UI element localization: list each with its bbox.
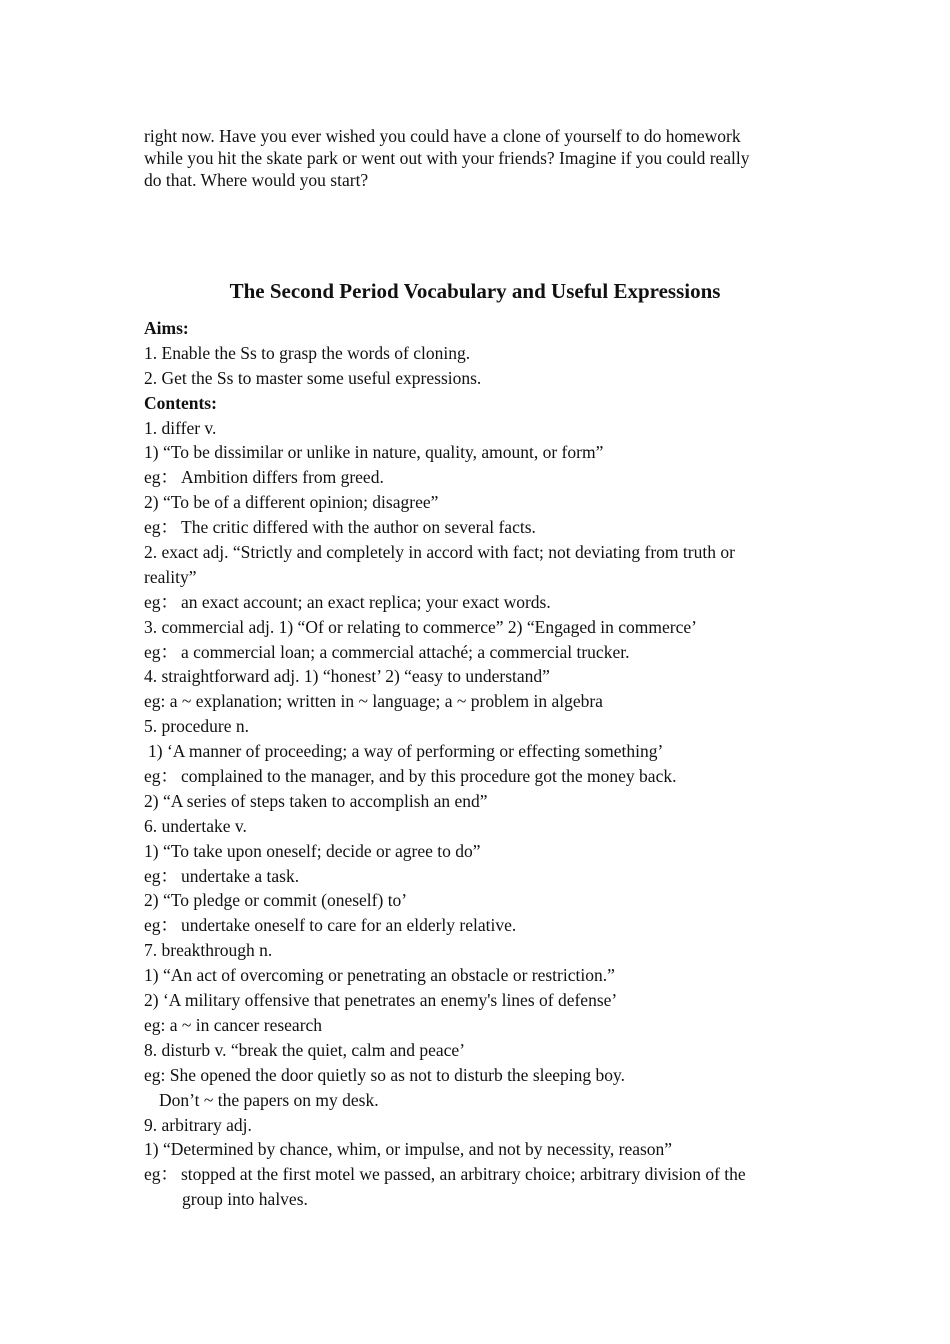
- example-text: undertake a task.: [181, 865, 300, 886]
- section-body: [144, 316, 824, 1212]
- entry-definition: 2) “To pledge or commit (oneself) to’: [144, 890, 408, 911]
- aim-item: 2. Get the Ss to master some useful expressions.: [144, 367, 482, 388]
- aim-item: 1. Enable the Ss to grasp the words of cloning.: [144, 342, 471, 363]
- example-text: an exact account; an exact replica; your exact words.: [181, 591, 551, 612]
- entry-example: [144, 515, 824, 540]
- entry-headword: 7. breakthrough n.: [144, 940, 273, 961]
- contents-heading: Contents:: [144, 392, 217, 413]
- entry-example: [144, 1162, 824, 1187]
- example-label: eg：: [144, 1164, 179, 1185]
- intro-line: right now. Have you ever wished you could have a clone of yourself to do homework: [144, 126, 741, 146]
- entry-example: eg: a ~ in cancer research: [144, 1014, 323, 1035]
- entry-definition: 1) “To be dissimilar or unlike in nature, quality, amount, or form”: [144, 442, 604, 463]
- entry-example-continued: group into halves.: [182, 1189, 308, 1210]
- example-label: eg：: [144, 517, 179, 538]
- entry-example: eg: a ~ explanation; written in ~ language; a ~ problem in algebra: [144, 691, 603, 712]
- intro-line: while you hit the skate park or went out with your friends? Imagine if you could really: [144, 148, 750, 168]
- entry-headword: 4. straightforward adj. 1) “honest’ 2) “easy to understand”: [144, 666, 550, 687]
- entry-headword: 1. differ v.: [144, 417, 217, 438]
- example-label: eg：: [144, 467, 179, 488]
- example-text: Ambition differs from greed.: [181, 467, 384, 488]
- entry-example: [144, 764, 824, 789]
- entry-example: [144, 640, 824, 665]
- example-label: eg：: [144, 641, 179, 662]
- entry-definition: 1) “To take upon oneself; decide or agree to do”: [144, 840, 481, 861]
- entry-headword: 2. exact adj. “Strictly and completely in accord with fact; not deviating from truth or: [144, 542, 735, 563]
- entry-headword: 3. commercial adj. 1) “Of or relating to commerce” 2) “Engaged in commerce’: [144, 616, 697, 637]
- entry-example: [144, 465, 824, 490]
- entry-headword-continued: reality”: [144, 566, 197, 587]
- example-text: undertake oneself to care for an elderly relative.: [181, 915, 517, 936]
- entry-headword: 6. undertake v.: [144, 815, 247, 836]
- entry-headword: 9. arbitrary adj.: [144, 1114, 252, 1135]
- example-text: a commercial loan; a commercial attaché; a commercial trucker.: [181, 641, 630, 662]
- intro-paragraph: [144, 125, 824, 191]
- entry-example: eg: She opened the door quietly so as not to disturb the sleeping boy.: [144, 1064, 626, 1085]
- example-label: eg：: [144, 915, 179, 936]
- example-text: complained to the manager, and by this procedure got the money back.: [181, 766, 677, 787]
- example-text: stopped at the first motel we passed, an arbitrary choice; arbitrary division of the: [181, 1164, 746, 1185]
- entry-headword: 5. procedure n.: [144, 716, 249, 737]
- intro-line: do that. Where would you start?: [144, 170, 369, 190]
- entry-definition: 2) ‘A military offensive that penetrates an enemy's lines of defense’: [144, 990, 618, 1011]
- entry-example: [144, 913, 824, 938]
- example-label: eg：: [144, 766, 179, 787]
- example-label: eg：: [144, 865, 179, 886]
- example-text: The critic differed with the author on several facts.: [181, 517, 536, 538]
- aims-heading: Aims:: [144, 318, 189, 338]
- entry-definition: 1) ‘A manner of proceeding; a way of performing or effecting something’: [148, 741, 664, 762]
- entry-definition: 1) “Determined by chance, whim, or impulse, and not by necessity, reason”: [144, 1139, 673, 1160]
- section-title: The Second Period Vocabulary and Useful Expressions: [229, 279, 721, 303]
- entry-definition: 2) “To be of a different opinion; disagree”: [144, 492, 439, 513]
- entry-definition: 2) “A series of steps taken to accomplish an end”: [144, 790, 488, 811]
- example-label: eg：: [144, 591, 179, 612]
- entry-example: [144, 590, 824, 615]
- entry-example: Don’t ~ the papers on my desk.: [159, 1089, 379, 1110]
- entry-example: [144, 864, 824, 889]
- entry-headword: 8. disturb v. “break the quiet, calm and peace’: [144, 1039, 466, 1060]
- entry-definition: 1) “An act of overcoming or penetrating an obstacle or restriction.”: [144, 965, 615, 986]
